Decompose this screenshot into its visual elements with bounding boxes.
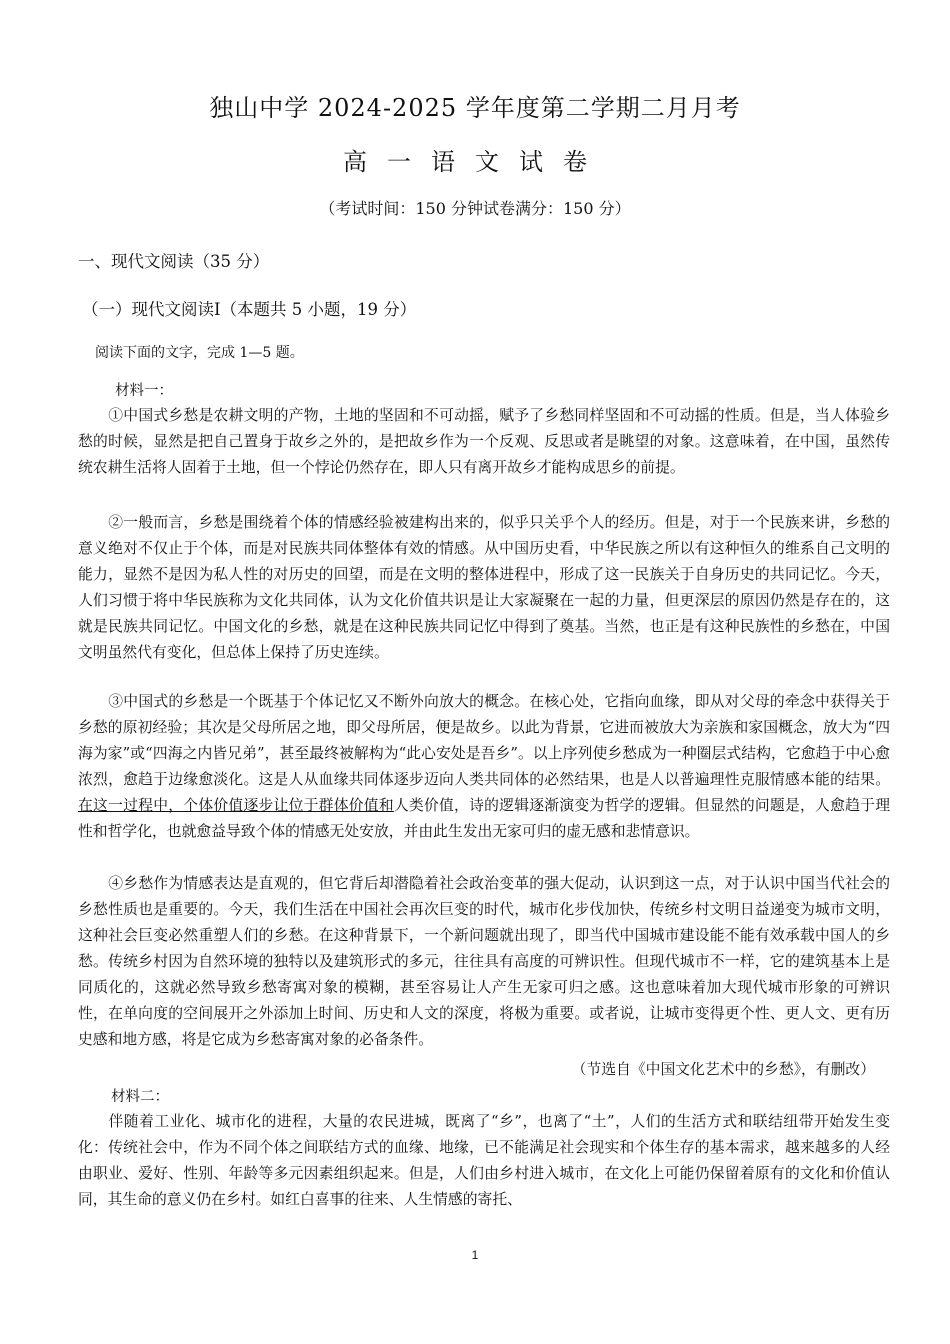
material1-label: 材料一： [115, 383, 173, 399]
paragraph-text: ④乡愁作为情感表达是直观的，但它背后却潜隐着社会政治变革的强大促动，认识到这一点，对于认识中国当代社会的乡愁性质也是重要的。今天，我们生活在中国社会再次巨变的时代，城市化步伐加快，传统乡村文明日益递变为城市文明，这种社会巨变必然重塑人们的乡愁。在这种背景下，一个新问题就出现了，即当代中国城市建设能不能有效承载中国人的乡愁。传统乡村因为自然环境的独特以及建筑形式的多元，往往具有高度的可辨识性。但现代城市不一样，它的建筑基本上是同质化的，这就必然导致乡愁寄寓对象的模糊，甚至容易让人产生无家可归之感。这也意味着加大现代城市形象的可辨识性，在单向度的空间展开之外添加上时间、历史和人文的深度，将极为重要。或者说，让城市变得更个性、更人文、更有历史感和地方感，将是它成为乡愁寄寓对象的必备条件。 [78, 875, 890, 1048]
underlined-sentence: 在这一过程中，个体价值逐步让位于群体价值和 [78, 797, 394, 814]
paragraph-text: 人类价值，诗的逻辑逐渐演变为哲学的逻辑。但显然的问题是，人愈趋于理性和哲学化，也就愈益导致个体的情感无处安放，并由此生发出无家可归的虚无感和悲情意识。 [78, 797, 890, 840]
section-heading-part1: 一、现代文阅读（35 分） [78, 252, 270, 271]
material1-paragraph-2 [78, 510, 890, 666]
material1-paragraph-3 [78, 689, 890, 845]
exam-title: 独山中学 2024-2025 学年度第二学期二月月考 [209, 94, 741, 122]
material1-source: （节选自《中国文化艺术中的乡愁》，有删改） [571, 1061, 875, 1078]
paragraph-text: 伴随着工业化、城市化的进程，大量的农民进城，既离了“乡”，也离了“土”，人们的生活方式和联结纽带开始发生变化：传统社会中，作为不同个体之间联结方式的血缘、地缘，已不能满足社会现实和个体生存的基本需求，越来越多的人经由职业、爱好、性别、年龄等多元因素组织起来。但是，人们由乡村进入城市，在文化上可能仍保留着原有的文化和价值认同，其生命的意义仍在乡村。如红白喜事的往来、人生情感的寄托、 [78, 1113, 890, 1208]
exam-subtitle: 高一语文试卷 [343, 148, 607, 176]
page-number: 1 [471, 1248, 479, 1262]
section-heading-part1-sub1: （一）现代文阅读Ⅰ（本题共 5 小题，19 分） [82, 300, 417, 319]
material1-paragraph-4 [78, 871, 890, 1053]
material2-label: 材料二： [111, 1089, 169, 1105]
paragraph-text: ③中国式的乡愁是一个既基于个体记忆又不断外向放大的概念。在核心处，它指向血缘，即从对父母的牵念中获得关于乡愁的原初经验；其次是父母所居之地，即父母所居，便是故乡。以此为背景，它进而被放大为亲族和家国概念，放大为“四海为家”或“四海之内皆兄弟”，甚至最终被解构为“此心安处是吾乡”。以上序列使乡愁成为一种圈层式结构，它愈趋于中心愈浓烈，愈趋于边缘愈淡化。这是人从血缘共同体逐步迈向人类共同体的必然结果，也是人以普遍理性克服情感本能的结果。 [78, 693, 890, 788]
reading-instruction: 阅读下面的文字，完成 1—5 题。 [95, 345, 304, 361]
paragraph-text: ②一般而言，乡愁是围绕着个体的情感经验被建构出来的，似乎只关乎个人的经历。但是，对于一个民族来讲，乡愁的意义绝对不仅止于个体，而是对民族共同体整体有效的情感。从中国历史看，中华民族之所以有这种恒久的维系自己文明的能力，显然不是因为私人性的对历史的回望，而是在文明的整体进程中，形成了这一民族关于自身历史的共同记忆。今天，人们习惯于将中华民族称为文化共同体，认为文化价值共识是让大家凝聚在一起的力量，但更深层的原因仍然是存在的，这就是民族共同记忆。中国文化的乡愁，就是在这种民族共同记忆中得到了奠基。当然，也正是有这种民族性的乡愁在，中国文明虽然代有变化，但总体上保持了历史连续。 [78, 514, 890, 661]
material2-paragraph-1 [78, 1109, 890, 1213]
material1-paragraph-1 [78, 403, 890, 481]
exam-info: （考试时间：150 分钟试卷满分：150 分） [319, 199, 631, 218]
paragraph-text: ①中国式乡愁是农耕文明的产物，土地的坚固和不可动摇，赋予了乡愁同样坚固和不可动摇的性质。但是，当人体验乡愁的时候，显然是把自己置身于故乡之外的，是把故乡作为一个反观、反思或者是眺望的对象。这意味着，在中国，虽然传统农耕生活将人固着于土地，但一个悖论仍然存在，即人只有离开故乡才能构成思乡的前提。 [78, 407, 890, 476]
